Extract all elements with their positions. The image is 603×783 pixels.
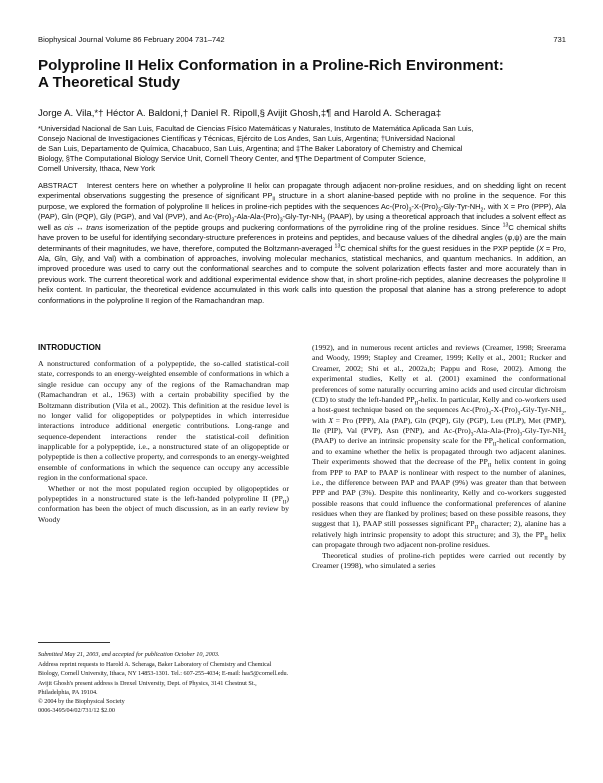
abstract-text: (PAAP), by using a theoretical approach that includes a solvent effect as well as (38, 212, 566, 232)
subscript: 3 (437, 207, 441, 214)
author-list: Jorge A. Vila,*† Héctor A. Baldoni,† Daniel R. Ripoll,§ Avijit Ghosh,‡¶ and Harold A. Scheraga‡ (38, 108, 442, 119)
paragraph: Theoretical studies of proline-rich peptides were carried out recently by Creamer (1998), who simulated a series (312, 550, 566, 570)
paragraph-text: (PAAP) to derive an intrinsic propensity scale for the PP (312, 436, 493, 446)
title-line-2: A Theoretical Study (38, 74, 181, 91)
paragraph-text: -Ala-Ala-(Pro) (473, 426, 520, 435)
abstract-text: structure in a short alanine-based peptide with no proline in the sequence. For this purpose, we explored the formation of polyproline II helices in proline-rich peptides with the sequences Ac-(Pro) (38, 191, 566, 211)
paragraph-text: Whether or not the most populated region occupied by oligopeptides or polypeptides in a nonstructured state is the left-handed polyproline II (PP (38, 483, 289, 503)
body-column-right (312, 343, 566, 571)
abstract-text: C chemical shifts for the guest residues in the PXP peptide ( (340, 243, 539, 253)
footnote-present-address: Avijit Ghosh's present address is Drexel University, Dept. of Physics, 3141 Chestnut St., Philadelphia, PA 19104. (38, 679, 257, 696)
abstract-heading: ABSTRACT (38, 181, 78, 190)
superscript: 13 (502, 222, 509, 229)
paragraph-text: -Gly-Tyr-NH (522, 426, 564, 435)
title-line-1: Polyproline II Helix Conformation in a Proline-Rich Environment: (38, 57, 504, 74)
page-number: 731 (553, 35, 566, 44)
abstract-text: -Gly-Tyr-NH (440, 201, 481, 211)
italic-term: cis ↔ trans (64, 222, 103, 232)
paragraph-text: helix can propagate through two adjacent non-proline residues. (312, 529, 567, 550)
subscript: 3 (517, 410, 521, 417)
footnotes (38, 650, 289, 715)
subscript: 2 (322, 217, 326, 224)
affiliation-line: *Universidad Nacional de San Luis, Facultad de Ciencias Físico Matemáticas y Naturales, Instituto de Matemática Aplicada San Luis, (38, 124, 474, 133)
abstract-text: -X-(Pro) (411, 201, 438, 211)
footnote-address: Address reprint requests to Harold A. Scheraga, Baker Laboratory of Chemistry and Chemical Biology, Cornell University, Ithaca, NY 14853-1301. Tel.: 607-255-4034; E-mail: has5@cornell.edu. (38, 661, 289, 678)
journal-citation: Biophysical Journal Volume 86 February 2004 731–742 (38, 35, 225, 44)
subscript: 2 (563, 431, 566, 438)
paragraph (312, 343, 566, 551)
affiliations (38, 124, 566, 174)
superscript: 13 (334, 243, 341, 250)
subscript: 2 (480, 207, 484, 214)
italic-term: X (328, 415, 334, 425)
paragraph-text: = Pro (PPP), Ala (PAP), Gln (PQP), Gly (PGP), Leu (PLP), Met (PMP), Ile (PIP), Val (PVP), Asn (PNP), and Ac-(Pro) (312, 415, 566, 435)
abstract-text: -Ala-Ala-(Pro) (234, 212, 280, 222)
paragraph-text: -Gly-Tyr-NH (520, 405, 562, 415)
subscript: II (492, 441, 497, 448)
paragraph-text: helix content in going from PPP to PAP to PAAP is nonlinear with respect to the number of alanines, i.e., the difference between PAP and PAAP (9%) was greater than that between PPP and PAP (3%). Despite this nonlinearity, Kelly and co-workers suggested possible reasons that could influence the conformational preferences of alanine residues when they are flanked by prolines; based on these possible reasons, they suggest that 1), PAAP still possesses significant PP (312, 457, 566, 529)
paragraph (38, 484, 289, 526)
section-heading-introduction: INTRODUCTION (38, 343, 101, 352)
subscript: II (272, 196, 276, 203)
paragraph-text: ) conformation has been the object of much discussion, as in an early review by Woody (38, 493, 289, 524)
abstract-text: C chemical shifts have proven to be useful for identifying secondary-structure preferences in proteins and peptides, and because values of the dihedral angles (φ,ψ) are the main determinants of their magnitudes, we have, therefore, computed the Boltzmann-averaged (38, 222, 566, 253)
article-title (38, 57, 566, 91)
body-column-left (38, 359, 289, 525)
affiliation-line: Biology, §The Computational Biology Service Unit, Cornell Theory Center, and ¶The Department of Computer Science, (38, 154, 426, 164)
subscript: II (414, 400, 419, 407)
footnote-received: Submitted May 21, 2003, and accepted for publication October 10, 2003. (38, 651, 220, 658)
subscript: II (487, 462, 492, 469)
abstract-text: , with X = Pro (PPP), Ala (PAP), Gln (PQP), Gly (PGP), and Val (PVP), and Ac-(Pro) (38, 201, 566, 222)
subscript: II (544, 535, 548, 542)
paragraph: A nonstructured conformation of a polypeptide, the so-called statistical-coil state, corresponds to an energy-weighted ensemble of conformations in which a single residue can occupy any of the regions of the Ramachandran map (Ramachandran et al., 1963) with a certain probability specified by the Boltzmann distribution (Vila et al., 2002). This definition at the residue level is no longer valid for oligopeptides or polypeptides in which interresidue interactions introduce additional energetic contributions. Long-range and sequence-dependent interactions render the statistical-coil definition inapplicable for a polypeptide, i.e., a nonstructured state of an oligopeptide or polypeptide is then a collective property, and corresponds to an energy-weighted ensemble of conformations in which the sequence can occupy any accessible region in the conformational space. (38, 359, 289, 483)
affiliation-line: Cornell University, Ithaca, New York (38, 164, 155, 174)
subscript: 3 (279, 217, 283, 224)
footnote-divider (38, 642, 110, 643)
subscript: 3 (470, 431, 474, 438)
subscript: 3 (488, 410, 491, 417)
paragraph-text: -helix. In particular, Kelly and co-workers used a host-guest technique based on the sequences Ac-(Pro) (312, 394, 566, 415)
running-head (38, 35, 566, 44)
subscript: 3 (519, 431, 523, 438)
affiliation-line: Consejo Nacional de Investigaciones Científicas y Técnicas, Ejército de Los Andes, San Luis, Argentina; †Universidad Nacional (38, 134, 455, 144)
abstract-text: Interest centers here on whether a polyproline II helix can propagate through adjacent non-proline residues, and on shedding light on recent experimental observations suggesting the presence of significant PP (38, 181, 566, 201)
italic-term: X (538, 243, 544, 253)
footnote-copyright: © 2004 by the Biophysical Society (38, 698, 125, 706)
paragraph-text: , with (312, 405, 566, 425)
subscript: 3 (408, 207, 412, 214)
subscript: 3 (231, 217, 235, 224)
abstract-text: = Pro, Ala, Gln, Gly, and Val) with a combination of approaches, involving molecular mechanics, statistical mechanics, and quantum mechanics. In addition, an improved procedure was used to carry out the conformational searches and to compute the solvent polarization effects faster and more accurately than in previous work. The current theoretical work and additional experimental evidence show that, in short proline-rich peptides, alanine decreases the polyproline II helix content. In particular, the theoretical evidence accumulated in this work calls into question the proposal that alanine has a strong preference to adopt conformations in the polyproline II region of the Ramachandran map. (38, 243, 567, 305)
paragraph-text: character; 2), alanine has a relatively high intrinsic propensity to adopt this structure; and 3), the PP (312, 519, 566, 539)
footnote-issn: 0006-3495/04/02/731/12 $2.00 (38, 707, 115, 715)
subscript: II (282, 499, 287, 506)
paragraph-text: -X-(Pro) (490, 405, 518, 415)
abstract (38, 181, 566, 306)
affiliation-line: de San Luis, Departamento de Química, Chacabuco, San Luis, Argentina; and ‡The Baker Laboratory of Chemistry and Chemical (38, 144, 463, 154)
abstract-text: -Gly-Tyr-NH (282, 212, 323, 222)
abstract-text: isomerization of the peptide groups and puckering conformations of the pyrrolidine ring of the proline residues. Since (102, 222, 503, 232)
subscript: 2 (561, 410, 565, 417)
subscript: II (474, 524, 479, 531)
paragraph-text: (1992), and in numerous recent articles and reviews (Creamer, 1998; Sreerama and Woody, 1999; Stapley and Creamer, 1999; Kelly et al., 2001; Rucker and Creamer, 2002; Shi et al., 2002a,b; Pappu and Rose, 2002). Among the experimental studies, Kelly et al. (2001) examined the conformational preferences of some naturally occurring amino acids and used circular dichroism (CD) to study the left-handed PP (312, 343, 566, 404)
paragraph-text: -helical conformation, and to examine whether the helix is propagated through two adjacent alanines. Their experiments showed that the decrease of the PP (312, 436, 566, 467)
